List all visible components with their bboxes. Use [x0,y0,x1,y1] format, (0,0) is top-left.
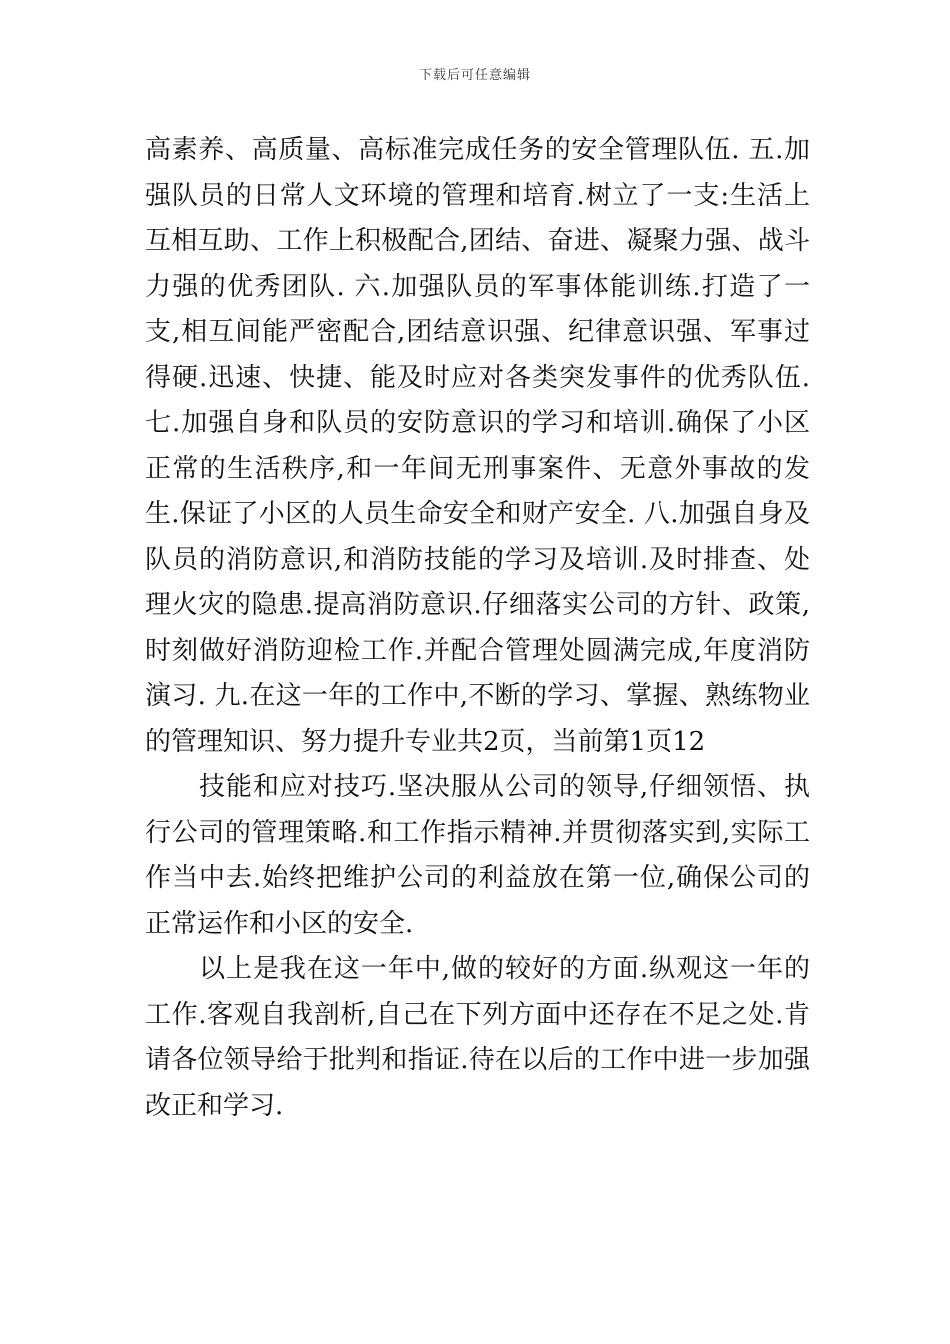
paragraph-2: 技能和应对技巧.坚决服从公司的领导,仔细领悟、执行公司的管理策略.和工作指示精神.并贯彻落实到,实际工作当中去.始终把维护公司的利益放在第一位,确保公司的正常运作和小区的安全. [145,772,810,939]
paragraph-3: 以上是我在这一年中,做的较好的方面.纵观这一年的工作.客观自我剖析,自己在下列方面中还存在不足之处.肯请各位领导给于批判和指证.待在以后的工作中进一步加强改正和学习. [145,954,810,1121]
document-body [145,128,810,1129]
page-header: 下载后可任意编辑 [418,68,531,83]
paragraph-1: 高素养、高质量、高标准完成任务的安全管理队伍. 五.加强队员的日常人文环境的管理和培育.树立了一支:生活上互相互助、工作上积极配合,团结、奋进、凝聚力强、战斗力强的优秀团队. 六.加强队员的军事体能训练.打造了一支,相互间能严密配合,团结意识强、纪律意识强、军事过得硬.迅速、快捷、能及时应对各类突发事件的优秀队伍. 七.加强自身和队员的安防意识的学习和培训.确保了小区正常的生活秩序,和一年间无刑事案件、无意外事故的发生.保证了小区的人员生命安全和财产安全. 八.加强自身及队员的消防意识,和消防技能的学习及培训.及时排查、处理火灾的隐患.提高消防意识.仔细落实公司的方针、政策,时刻做好消防迎检工作.并配合管理处圆满完成,年度消防演习. 九.在这一年的工作中,不断的学习、掌握、熟练物业的管理知识、努力提升专业共2页，当前第1页12 [145,135,810,757]
